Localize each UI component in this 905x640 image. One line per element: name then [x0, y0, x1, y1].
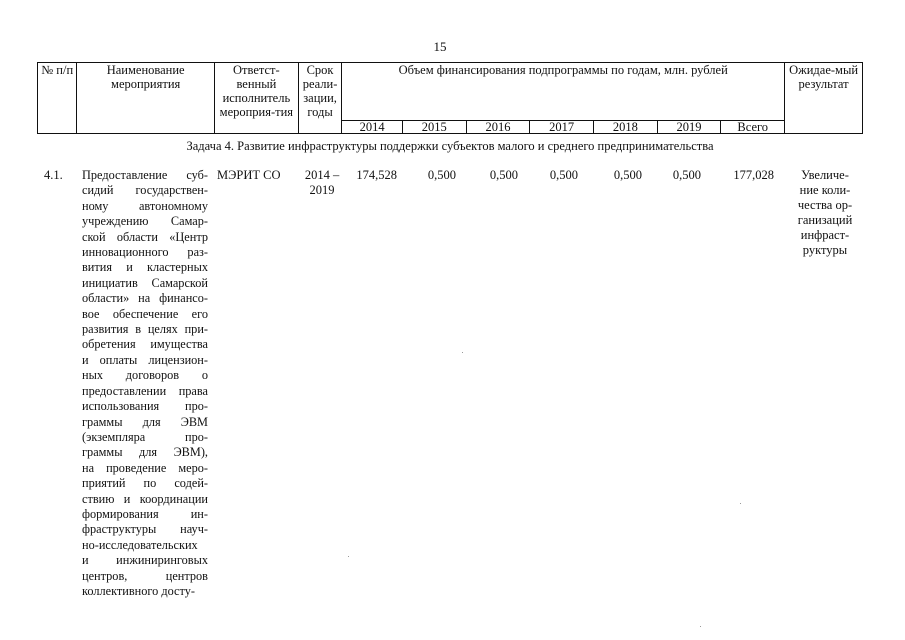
name-line: и оплаты лицензион- [82, 352, 208, 367]
name-line: фраструктуры науч- [82, 522, 208, 537]
result-line: Увеличе- [801, 168, 849, 182]
result-line: ганизаций [797, 213, 853, 227]
name-line: области» на финансо- [82, 291, 208, 306]
header-table [37, 62, 863, 134]
name-line: вития и кластерных [82, 260, 208, 275]
name-line: ному автономному [82, 198, 208, 213]
header-term: Срок реали-зации, годы [298, 63, 341, 134]
name-line: приятий по содей- [82, 476, 208, 491]
scan-speck [740, 503, 741, 504]
funding-2019: 0,500 [672, 168, 701, 182]
page-number: 15 [433, 39, 447, 54]
header-name: Наименование мероприятия [77, 63, 214, 134]
header-year: 2016 [466, 121, 530, 134]
header-total: Всего [721, 121, 785, 134]
header-year: 2017 [530, 121, 594, 134]
name-line: (экземпляра про- [82, 429, 208, 444]
executor-value: МЭРИТ СО [217, 168, 281, 182]
name-line: учреждению Самар- [82, 214, 208, 229]
result-line: инфраст- [800, 228, 850, 242]
name-line: граммы для ЭВМ), [82, 445, 208, 460]
name-line: коллективного досту- [82, 583, 195, 598]
funding-2014: 174,528 [356, 168, 397, 182]
funding-2018: 0,500 [613, 168, 642, 182]
name-line: на проведение меро- [82, 460, 208, 475]
header-result: Ожидае-мый результат [785, 63, 863, 134]
header-executor: Ответст-венный исполнитель мероприя-тия [214, 63, 298, 134]
expected-result [790, 168, 860, 258]
name-line: центров, центров [82, 568, 208, 583]
name-line: но-исследовательских [82, 537, 198, 552]
name-line: предоставлении права [82, 383, 208, 398]
scan-speck [462, 352, 463, 353]
funding-2015: 0,500 [427, 168, 456, 182]
term-line: 2019 [309, 183, 335, 197]
term-value [303, 168, 341, 198]
name-line: обретения имущества [82, 337, 208, 352]
name-line: ской области «Центр [82, 229, 208, 244]
funding-2017: 0,500 [549, 168, 578, 182]
result-line: ние коли- [799, 183, 851, 197]
measure-name [82, 168, 208, 599]
funding-total: 177,028 [733, 168, 774, 182]
header-funding: Объем финансирования подпрограммы по годам, млн. рублей [342, 63, 785, 121]
row-number: 4.1. [44, 168, 63, 182]
funding-2016: 0,500 [489, 168, 518, 182]
name-line: и инжиниринговых [82, 553, 208, 568]
scan-speck [700, 626, 701, 627]
term-line: 2014 – [304, 168, 340, 182]
name-line: использования про- [82, 399, 208, 414]
header-num: № п/п [38, 63, 77, 134]
scan-speck [348, 556, 349, 557]
header-year: 2019 [657, 121, 721, 134]
name-line: ствию и координации [82, 491, 208, 506]
name-line: ных договоров о [82, 368, 208, 383]
task-title: Задача 4. Развитие инфраструктуры поддержки субъектов малого и среднего предпринимательства [186, 139, 714, 153]
name-line: формирования ин- [82, 506, 208, 521]
name-line: инновационного раз- [82, 245, 208, 260]
name-line: развития в целях при- [82, 322, 208, 337]
name-line: Предоставление суб- [82, 168, 208, 182]
header-year: 2014 [342, 121, 403, 134]
name-line: сидий государствен- [82, 183, 208, 198]
result-line: чества ор- [797, 198, 853, 212]
table-row [0, 168, 905, 598]
name-line: инициатив Самарской [82, 275, 208, 290]
name-line: вое обеспечение его [82, 306, 208, 321]
header-year: 2018 [593, 121, 657, 134]
result-line: руктуры [802, 243, 848, 257]
name-line: граммы для ЭВМ [82, 414, 208, 429]
header-year: 2015 [402, 121, 466, 134]
